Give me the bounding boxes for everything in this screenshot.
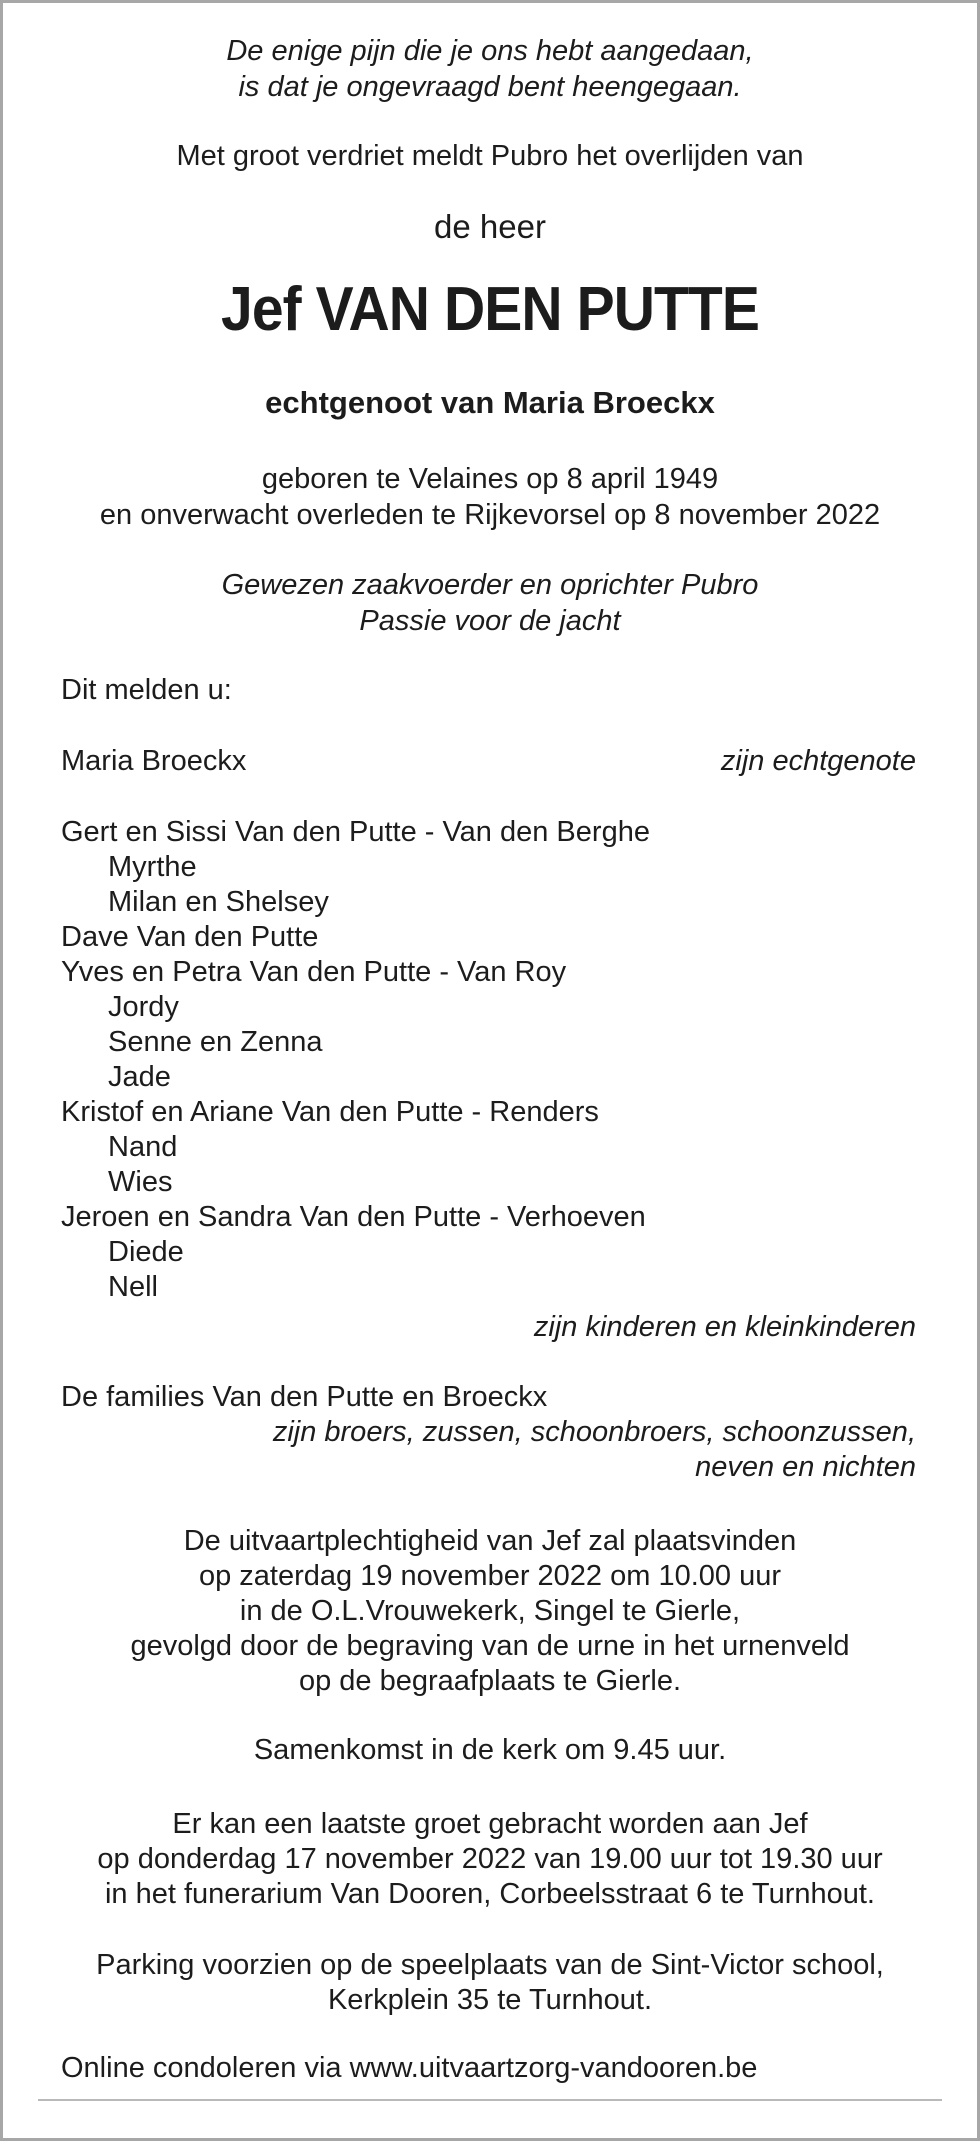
deceased-name: Jef VAN DEN PUTTE bbox=[221, 275, 759, 344]
grandchild-line: Nand bbox=[108, 1131, 178, 1163]
children-role: zijn kinderen en kleinkinderen bbox=[533, 1311, 916, 1343]
grandchild-line: Nell bbox=[108, 1271, 158, 1303]
ceremony-line-2: op zaterdag 19 november 2022 om 10.00 uur bbox=[198, 1560, 781, 1592]
grandchild-line: Milan en Shelsey bbox=[108, 886, 329, 918]
bottom-divider bbox=[38, 2099, 942, 2101]
poem-line-1: De enige pijn die je ons hebt aangedaan, bbox=[226, 35, 754, 67]
grandchild-line: Myrthe bbox=[108, 851, 197, 883]
honorific: de heer bbox=[434, 208, 546, 245]
role-line-2: Passie voor de jacht bbox=[359, 605, 621, 637]
families-role-2: neven en nichten bbox=[695, 1451, 916, 1483]
ceremony-line-5: op de begraafplaats te Gierle. bbox=[298, 1665, 682, 1697]
families-line: De families Van den Putte en Broeckx bbox=[61, 1381, 548, 1413]
grandchild-line: Wies bbox=[108, 1166, 173, 1198]
farewell-line-3: in het funerarium Van Dooren, Corbeelsstraat 6 te Turnhout. bbox=[104, 1878, 875, 1910]
ceremony-line-3: in de O.L.Vrouwekerk, Singel te Gierle, bbox=[239, 1595, 741, 1627]
grandchild-line: Jade bbox=[108, 1061, 171, 1093]
spouse-line: echtgenoot van Maria Broeckx bbox=[265, 385, 715, 420]
role-line-1: Gewezen zaakvoerder en oprichter Pubro bbox=[221, 569, 759, 601]
ceremony-line-1: De uitvaartplechtigheid van Jef zal plaatsvinden bbox=[183, 1525, 797, 1557]
online-condolence: Online condoleren via www.uitvaartzorg-vandooren.be bbox=[61, 2052, 758, 2084]
spouse-role: zijn echtgenote bbox=[720, 745, 916, 777]
child-line: Kristof en Ariane Van den Putte - Renders bbox=[61, 1096, 599, 1128]
farewell-line-2: op donderdag 17 november 2022 van 19.00 uur tot 19.30 uur bbox=[97, 1843, 883, 1875]
grandchild-line: Senne en Zenna bbox=[108, 1026, 323, 1058]
parking-line-1: Parking voorzien op de speelplaats van de Sint-Victor school, bbox=[96, 1949, 884, 1981]
child-line: Gert en Sissi Van den Putte - Van den Berghe bbox=[61, 816, 650, 848]
grandchild-line: Jordy bbox=[108, 991, 179, 1023]
ceremony-line-4: gevolgd door de begraving van de urne in het urnenveld bbox=[130, 1630, 850, 1662]
child-line: Jeroen en Sandra Van den Putte - Verhoeven bbox=[61, 1201, 646, 1233]
farewell-line-1: Er kan een laatste groet gebracht worden aan Jef bbox=[172, 1808, 808, 1840]
family-intro: Dit melden u: bbox=[61, 674, 232, 706]
gathering-line: Samenkomst in de kerk om 9.45 uur. bbox=[253, 1734, 727, 1766]
child-line: Yves en Petra Van den Putte - Van Roy bbox=[61, 956, 567, 988]
poem-line-2: is dat je ongevraagd bent heengegaan. bbox=[238, 71, 742, 103]
child-line: Dave Van den Putte bbox=[61, 921, 319, 953]
spouse-name: Maria Broeckx bbox=[61, 745, 247, 777]
death-line: en onverwacht overleden te Rijkevorsel op 8 november 2022 bbox=[99, 499, 881, 531]
birth-line: geboren te Velaines op 8 april 1949 bbox=[261, 463, 719, 495]
announcement: Met groot verdriet meldt Pubro het overlijden van bbox=[176, 140, 804, 172]
families-role-1: zijn broers, zussen, schoonbroers, schoonzussen, bbox=[272, 1416, 916, 1448]
grandchild-line: Diede bbox=[108, 1236, 184, 1268]
parking-line-2: Kerkplein 35 te Turnhout. bbox=[327, 1984, 653, 2016]
